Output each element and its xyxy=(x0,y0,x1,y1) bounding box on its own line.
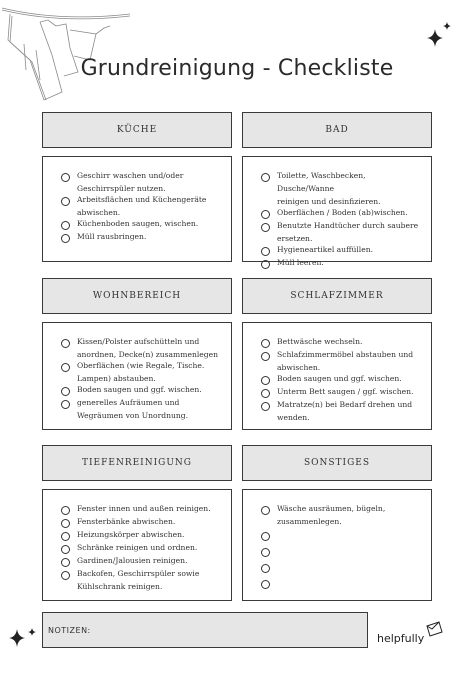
notes-label: NOTIZEN: xyxy=(48,626,91,635)
checklist-item[interactable] xyxy=(261,221,423,245)
checklist-item[interactable] xyxy=(61,171,223,195)
item-label: Boden saugen und ggf. wischen. xyxy=(277,374,402,383)
item-label: Kissen/Polster aufschütteln und anordnen, Decke(n) zusammenlegen xyxy=(77,337,219,359)
checklist-item[interactable] xyxy=(261,350,423,374)
item-label: Oberflächen / Boden (ab)wischen. xyxy=(277,208,408,217)
checkbox-circle-icon[interactable] xyxy=(261,532,270,541)
item-label: Backofen, Geschirrspüler sowie Kühlschrank reinigen. xyxy=(77,569,200,591)
checkbox-circle-icon[interactable] xyxy=(61,363,70,372)
checkbox-circle-icon[interactable] xyxy=(261,260,270,269)
checkbox-circle-icon[interactable] xyxy=(261,389,270,398)
section-heading-sonstiges: SONSTIGES xyxy=(242,445,432,481)
checkbox-circle-icon[interactable] xyxy=(261,223,270,232)
checkbox-circle-icon[interactable] xyxy=(261,247,270,256)
checkbox-circle-icon[interactable] xyxy=(61,506,70,515)
item-label: Heizungskörper abwischen. xyxy=(77,530,185,539)
checklist-item[interactable] xyxy=(261,400,423,424)
checkbox-circle-icon[interactable] xyxy=(61,197,70,206)
sparkle-icon xyxy=(443,22,451,30)
section-list-tiefenreinigung xyxy=(42,489,232,601)
item-label: Bettwäsche wechseln. xyxy=(277,337,363,346)
checkbox-circle-icon[interactable] xyxy=(61,519,70,528)
brand-wordmark: helpfully xyxy=(377,632,425,645)
checkbox-circle-icon[interactable] xyxy=(261,564,270,573)
checklist-item[interactable] xyxy=(61,195,223,219)
checkbox-circle-icon[interactable] xyxy=(261,506,270,515)
checkbox-circle-icon[interactable] xyxy=(61,400,70,409)
item-label: Müll leeren. xyxy=(277,258,324,267)
checklist-item[interactable] xyxy=(261,258,423,271)
item-label: Boden saugen und ggf. wischen. xyxy=(77,385,202,394)
item-label: Geschirr waschen und/oder Geschirrspüler nutzen. xyxy=(77,171,184,193)
section-heading-tiefenreinigung: TIEFENREINIGUNG xyxy=(42,445,232,481)
item-label: Wäsche ausräumen, bügeln, zusammenlegen. xyxy=(277,504,386,526)
section-heading-kueche: KÜCHE xyxy=(42,112,232,148)
item-label: Fensterbänke abwischen. xyxy=(77,517,176,526)
clothesline-illustration xyxy=(0,0,135,105)
checkbox-circle-icon[interactable] xyxy=(261,548,270,557)
section-heading-wohnbereich: WOHNBEREICH xyxy=(42,278,232,314)
item-label: Müll rausbringen. xyxy=(77,232,147,241)
checklist-item[interactable] xyxy=(61,398,223,422)
item-label: Küchenboden saugen, wischen. xyxy=(77,219,199,228)
item-label: Schränke reinigen und ordnen. xyxy=(77,543,198,552)
section-heading-schlafzimmer: SCHLAFZIMMER xyxy=(242,278,432,314)
item-label: Matratze(n) bei Bedarf drehen und wenden. xyxy=(277,400,413,422)
checkbox-circle-icon[interactable] xyxy=(261,210,270,219)
checkbox-circle-icon[interactable] xyxy=(61,234,70,243)
item-label: Benutzte Handtücher durch saubere ersetzen. xyxy=(277,221,419,243)
sparkle-icon xyxy=(8,628,30,650)
checkbox-circle-icon[interactable] xyxy=(61,545,70,554)
checkbox-circle-icon[interactable] xyxy=(61,571,70,580)
section-list-sonstiges xyxy=(242,489,432,601)
checkbox-circle-icon[interactable] xyxy=(61,339,70,348)
checkbox-circle-icon[interactable] xyxy=(261,402,270,411)
item-label: Oberflächen (wie Regale, Tische. Lampen) abstauben. xyxy=(77,361,205,383)
notes-field[interactable] xyxy=(42,612,368,648)
checkbox-circle-icon[interactable] xyxy=(61,558,70,567)
item-label: generelles Aufräumen und Wegräumen von Unordnung. xyxy=(77,398,189,420)
page-title: Grundreinigung - Checkliste xyxy=(80,56,394,81)
item-label: Fenster innen und außen reinigen. xyxy=(77,504,211,513)
section-list-schlafzimmer xyxy=(242,322,432,430)
section-list-wohnbereich xyxy=(42,322,232,430)
checkbox-circle-icon[interactable] xyxy=(261,173,270,182)
checkbox-circle-icon[interactable] xyxy=(261,352,270,361)
checkbox-circle-icon[interactable] xyxy=(61,221,70,230)
item-label: Toilette, Waschbecken, Dusche/Wanne reinigen und desinfizieren. xyxy=(277,171,381,206)
item-label: Unterm Bett saugen / ggf. wischen. xyxy=(277,387,414,396)
checkbox-circle-icon[interactable] xyxy=(261,580,270,589)
checkbox-circle-icon[interactable] xyxy=(261,339,270,348)
checkbox-circle-icon[interactable] xyxy=(261,376,270,385)
checkbox-circle-icon[interactable] xyxy=(61,173,70,182)
section-list-bad xyxy=(242,156,432,267)
checklist-item-empty[interactable] xyxy=(261,530,423,543)
checklist-item[interactable] xyxy=(61,361,223,385)
sparkle-icon xyxy=(28,628,36,636)
item-label: Arbeitsflächen und Küchengeräte abwischen. xyxy=(77,195,207,217)
checklist-item[interactable] xyxy=(261,504,423,528)
section-list-kueche xyxy=(42,156,232,262)
checklist-item[interactable] xyxy=(261,171,423,208)
checklist-item[interactable] xyxy=(61,232,223,245)
checkbox-circle-icon[interactable] xyxy=(61,532,70,541)
helpfully-logo-icon xyxy=(424,620,444,638)
checklist-item[interactable] xyxy=(61,337,223,361)
item-label: Schlafzimmermöbel abstauben und abwischen. xyxy=(277,350,414,372)
checklist-item-empty[interactable] xyxy=(261,546,423,559)
item-label: Hygieneartikel auffüllen. xyxy=(277,245,374,254)
section-heading-bad: BAD xyxy=(242,112,432,148)
checkbox-circle-icon[interactable] xyxy=(61,387,70,396)
item-label: Gardinen/Jalousien reinigen. xyxy=(77,556,188,565)
sparkle-icon xyxy=(426,28,448,50)
checklist-item-empty[interactable] xyxy=(261,578,423,591)
checklist-item[interactable] xyxy=(61,569,223,593)
checklist-item-empty[interactable] xyxy=(261,562,423,575)
